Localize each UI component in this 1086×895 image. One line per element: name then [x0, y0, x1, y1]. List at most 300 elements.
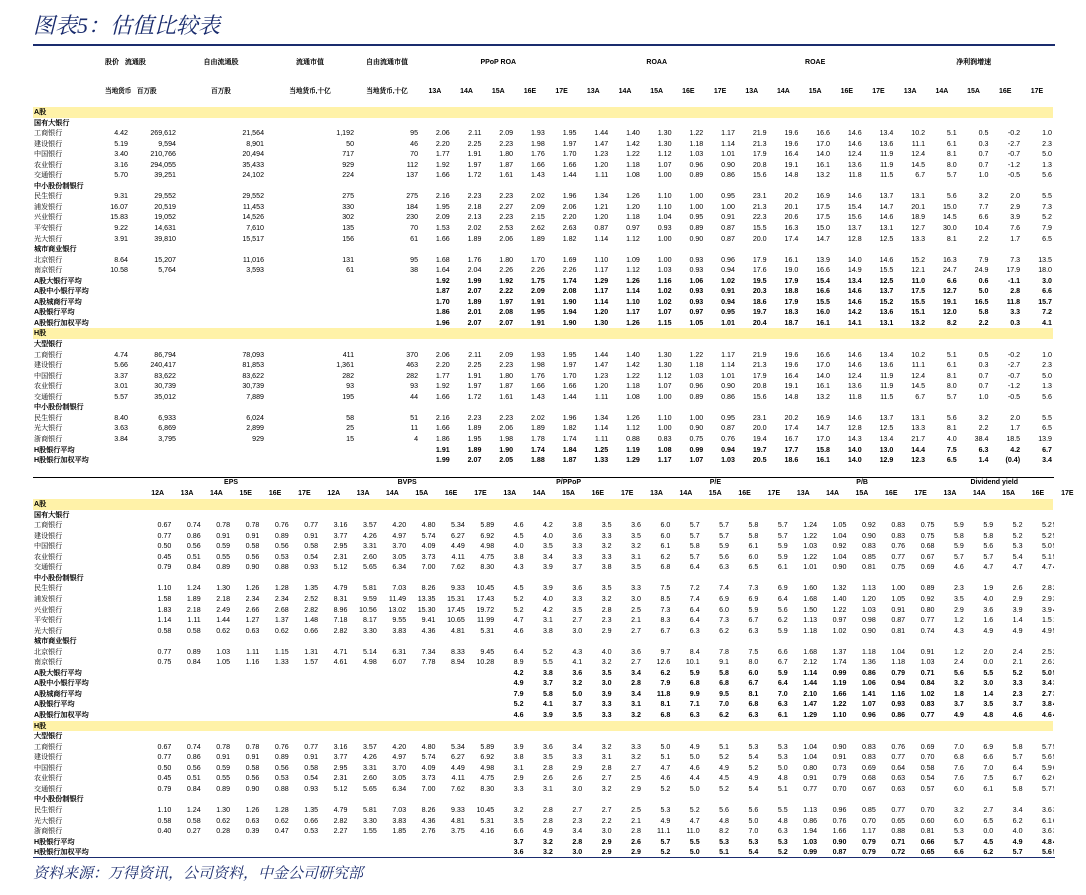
bank-name: A股中小银行平均 — [34, 679, 89, 688]
table-cell: 5.3 — [719, 837, 730, 846]
table-cell: 0.39 — [245, 827, 260, 836]
table-cell: 5.34 — [451, 521, 465, 530]
table-cell: 2.2 — [601, 816, 612, 825]
table-cell: 0.56 — [274, 542, 289, 551]
table-cell: 1.92 — [435, 276, 450, 285]
table-cell: 0.77 — [157, 531, 172, 540]
table-cell: 20.8 — [752, 160, 767, 169]
table-cell: 1.42 — [626, 139, 640, 148]
table-cell: 4.9 — [660, 816, 671, 825]
table-cell: 2.07 — [499, 318, 514, 327]
table-row — [33, 816, 1053, 827]
table-cell: 6.92 — [480, 531, 495, 540]
table-cell: 4.8 — [777, 774, 788, 783]
table-cell: 6.4 — [1012, 763, 1023, 772]
table-cell — [105, 307, 129, 318]
table-cell: 0.76 — [891, 542, 906, 551]
table-cell: 1.22 — [803, 531, 818, 540]
table-cell: 13.4 — [879, 350, 894, 359]
table-cell: 1.04 — [832, 552, 847, 561]
table-cell — [265, 307, 355, 318]
table-cell: 6.2 — [660, 552, 671, 561]
table-cell: 2.27 — [333, 827, 348, 836]
table-cell: 6.4 — [689, 563, 700, 572]
table-cell: 3.5 — [601, 668, 612, 677]
table-cell: 3.8 — [1042, 700, 1052, 709]
table-cell: 8.26 — [421, 805, 436, 814]
table-cell: 2.02 — [467, 224, 482, 233]
table-cell: 1.05 — [891, 595, 906, 604]
table-cell: 14.0 — [816, 371, 830, 380]
table-cell: 15.5 — [752, 224, 767, 233]
table-cell — [129, 276, 177, 287]
table-cell: 2.18 — [186, 605, 201, 614]
table-cell: 1.80 — [499, 255, 514, 264]
table-cell: 1.60 — [803, 584, 818, 593]
table-cell: 2.20 — [435, 361, 450, 370]
table-cell: 19.6 — [784, 361, 799, 370]
table-cell: 4.9 — [1042, 626, 1052, 635]
table-cell: 1.02 — [657, 297, 672, 306]
table-cell: 7.3 — [1042, 202, 1052, 211]
table-cell: 6.9 — [748, 595, 759, 604]
table-cell: 10.65 — [447, 616, 465, 625]
table-cell: 7.4 — [719, 584, 730, 593]
table-cell: 5.7 — [689, 521, 700, 530]
table-cell: 2.34 — [274, 595, 289, 604]
table-cell — [129, 286, 177, 297]
table-cell: 1.14 — [626, 287, 640, 296]
table-cell: 1.97 — [562, 361, 577, 370]
table-cell: 2.09 — [499, 129, 514, 138]
table-cell: 1.20 — [594, 382, 609, 391]
table-cell: 0.93 — [891, 700, 906, 709]
table-cell: 14.8 — [784, 392, 799, 401]
table-cell: 13.7 — [879, 287, 894, 296]
table-cell: 5.8 — [1012, 742, 1023, 751]
header-eps: EPS — [143, 478, 319, 489]
table-cell: 3.05 — [392, 774, 407, 783]
section-header-row — [33, 181, 1053, 192]
table-cell: 0.78 — [216, 742, 231, 751]
table-cell: 0.67 — [157, 521, 172, 530]
table-cell: 0.65 — [920, 848, 935, 857]
table-cell: 11.5 — [880, 392, 894, 401]
table-cell: 6.3 — [748, 626, 759, 635]
table-cell: 6.92 — [480, 753, 495, 762]
table-cell: 4.74 — [114, 350, 128, 359]
table-cell: 0.89 — [920, 584, 935, 593]
table-cell: 5.8 — [689, 542, 700, 551]
table-cell: 5.4 — [1012, 552, 1023, 561]
table-cell — [202, 689, 231, 700]
table-cell: 6.2 — [1042, 774, 1052, 783]
table-cell: 2.7 — [983, 805, 994, 814]
table-cell: 0.71 — [920, 668, 935, 677]
table-cell: 1.07 — [689, 456, 704, 465]
section-header-row — [33, 339, 1053, 350]
table-cell — [265, 276, 355, 287]
table-cell — [355, 276, 419, 287]
table-cell: 2.09 — [530, 202, 545, 211]
table-cell — [129, 297, 177, 308]
year-header: 16E — [738, 489, 751, 497]
table-cell: 6.3 — [777, 827, 788, 836]
table-cell: 4.1 — [543, 700, 553, 709]
table-cell: 1.13 — [861, 584, 876, 593]
table-cell: 2.4 — [1012, 647, 1023, 656]
table-cell — [290, 710, 319, 721]
table-cell: 3.9 — [543, 584, 553, 593]
table-cell — [290, 678, 319, 689]
table-cell: 8.30 — [480, 563, 495, 572]
table-cell: 30,739 — [242, 382, 265, 391]
table-cell: 2.07 — [467, 287, 482, 296]
table-cell: 6.31 — [392, 647, 407, 656]
table-cell: 0.50 — [157, 542, 172, 551]
year-header-row — [419, 87, 1053, 97]
table-cell: 12.4 — [911, 150, 926, 159]
table-cell: 5.89 — [480, 521, 495, 530]
section-label: 国有大银行 — [34, 118, 70, 127]
table-cell: 1.94 — [562, 308, 577, 317]
table-cell: 7.5 — [748, 647, 759, 656]
table-cell: 7.9 — [513, 689, 524, 698]
table-cell — [466, 678, 495, 689]
table-cell: 1.02 — [657, 287, 672, 296]
table-cell: 3.77 — [333, 531, 348, 540]
table-cell: 0.95 — [721, 308, 735, 317]
table-cell: 0.77 — [891, 552, 906, 561]
table-cell: 1.86 — [435, 434, 450, 443]
table-cell: 5.57 — [114, 392, 128, 401]
table-cell: 3.9 — [543, 563, 553, 572]
table-cell: 0.83 — [861, 742, 876, 751]
table-cell: 3.0 — [572, 626, 583, 635]
table-cell: 4.3 — [513, 563, 524, 572]
table-cell: 1.24 — [803, 521, 818, 530]
table-cell: 3.1 — [631, 700, 641, 709]
table-cell — [129, 307, 177, 318]
table-cell: 24.9 — [974, 266, 989, 275]
table-cell: 0.62 — [216, 626, 231, 635]
table-cell: 6.3 — [689, 626, 700, 635]
table-cell: 1.89 — [467, 297, 482, 306]
table-cell: 5.2 — [1042, 521, 1052, 530]
table-cell: 1.22 — [832, 700, 847, 709]
table-cell: 1.03 — [721, 456, 735, 465]
table-cell: 275 — [342, 192, 355, 201]
table-cell: 1.44 — [594, 129, 609, 138]
table-cell: 5.0 — [978, 287, 989, 296]
table-cell: 4.6 — [660, 774, 671, 783]
table-cell — [172, 710, 201, 721]
table-cell: 1.30 — [216, 805, 231, 814]
table-cell: 2.01 — [467, 308, 482, 317]
table-cell: 5.8 — [953, 531, 964, 540]
table-cell — [202, 837, 231, 848]
table-cell: 14.6 — [847, 192, 862, 201]
table-cell: 11.1 — [657, 827, 671, 836]
table-cell: 0.89 — [689, 171, 704, 180]
table-cell: 1.76 — [530, 371, 545, 380]
table-cell: 14.7 — [816, 424, 830, 433]
bank-name: 浙商银行 — [34, 434, 63, 443]
table-cell: 1.26 — [245, 805, 260, 814]
table-cell: 5.6 — [946, 192, 957, 201]
table-cell: 3.6 — [572, 531, 583, 540]
table-cell: 6.3 — [777, 700, 788, 709]
table-cell: 1.05 — [216, 658, 231, 667]
table-cell: 717 — [342, 150, 355, 159]
bank-name: 交通银行 — [34, 563, 63, 572]
table-cell: 5.6 — [983, 542, 994, 551]
table-cell: 4.2 — [543, 605, 553, 614]
table-cell: 18.0 — [1038, 266, 1052, 275]
table-cell: 1.10 — [594, 255, 609, 264]
table-cell: 0.62 — [274, 626, 289, 635]
table-cell: 3.3 — [572, 552, 583, 561]
table-cell: 156 — [342, 234, 355, 243]
table-cell: -0.7 — [1007, 150, 1021, 159]
table-cell: 6.3 — [748, 711, 759, 720]
table-cell: 6.2 — [1012, 816, 1023, 825]
table-cell: 18.5 — [1006, 434, 1021, 443]
table-cell: -1.2 — [1007, 382, 1021, 391]
table-cell: 1.87 — [499, 160, 514, 169]
table-cell: 0.53 — [274, 774, 289, 783]
table-cell: 3.7 — [543, 679, 553, 688]
table-cell — [202, 678, 231, 689]
table-cell: 0.90 — [832, 563, 847, 572]
table-cell: 0.83 — [861, 542, 876, 551]
table-cell: 18.6 — [752, 297, 767, 306]
table-cell: 21.9 — [752, 129, 767, 138]
table-cell: 1.48 — [304, 616, 319, 625]
table-cell: 1.17 — [657, 456, 672, 465]
table-cell: 0.75 — [689, 434, 704, 443]
table-cell: 4.09 — [421, 542, 436, 551]
unit-free-float-cap: 当地货币,十亿 — [366, 87, 408, 95]
table-cell: 44 — [410, 392, 419, 401]
table-cell: 2.8 — [543, 763, 553, 772]
table-cell: 2.7 — [631, 658, 641, 667]
table-cell: 2.9 — [631, 784, 641, 793]
table-cell — [407, 689, 436, 700]
table-cell: 1.22 — [803, 552, 818, 561]
table-cell — [436, 668, 465, 679]
table-cell: 3.5 — [983, 700, 994, 709]
table-cell: 5.0 — [1042, 371, 1052, 380]
table-row — [33, 541, 1053, 552]
year-header: 13A — [796, 489, 810, 497]
table-cell: 19,052 — [154, 213, 176, 222]
table-cell: 20.2 — [784, 413, 799, 422]
table-cell: 0.91 — [832, 753, 847, 762]
table-cell: 6.8 — [660, 711, 671, 720]
bank-name: H股银行平均 — [34, 837, 75, 846]
table-cell: 10.56 — [359, 605, 377, 614]
table-cell: 0.95 — [689, 213, 704, 222]
table-cell: 17.9 — [752, 371, 767, 380]
table-cell: 0.70 — [861, 816, 876, 825]
table-cell: 7,610 — [246, 224, 265, 233]
table-row — [33, 626, 1053, 637]
table-cell: 1.20 — [594, 308, 609, 317]
bank-name: 建设银行 — [34, 531, 63, 540]
table-row — [33, 434, 1053, 445]
table-cell: 4.75 — [480, 774, 495, 783]
table-cell: 8.1 — [660, 700, 671, 709]
table-cell: 16.5 — [974, 297, 989, 306]
table-row — [33, 307, 1053, 318]
section-label: 城市商业银行 — [34, 245, 77, 254]
table-cell: 3.8 — [513, 552, 524, 561]
table-cell: 16.9 — [816, 413, 830, 422]
table-cell: 240,417 — [150, 361, 176, 370]
table-cell: 2.7 — [601, 774, 612, 783]
table-cell: 1.27 — [245, 616, 260, 625]
table-cell: 1.91 — [467, 371, 482, 380]
table-cell: 3.91 — [114, 234, 128, 243]
table-cell: 11.49 — [388, 595, 407, 604]
table-cell: 1.03 — [657, 266, 672, 275]
table-cell: 2.7 — [631, 763, 641, 772]
table-cell: 2.07 — [467, 456, 482, 465]
table-cell: 19.1 — [942, 297, 957, 306]
table-cell: 1.76 — [467, 255, 482, 264]
table-cell: 0.92 — [861, 521, 876, 530]
table-cell: 0.69 — [861, 763, 876, 772]
table-cell: 2.18 — [467, 202, 482, 211]
table-cell: 1.23 — [594, 150, 609, 159]
table-cell: 0.40 — [157, 827, 172, 836]
table-cell: 16.1 — [816, 456, 830, 465]
table-cell: 4.26 — [362, 753, 377, 762]
section-label: 国有大银行 — [34, 510, 70, 519]
table-cell: 2.9 — [601, 626, 612, 635]
table-cell: 6.4 — [689, 616, 700, 625]
table-cell: 1.72 — [467, 392, 482, 401]
table-cell: 18.9 — [911, 213, 926, 222]
table-cell: 1.43 — [530, 171, 545, 180]
table-cell: 17.9 — [752, 150, 767, 159]
table-cell: 2.6 — [543, 774, 553, 783]
table-cell: 2.1 — [631, 816, 641, 825]
table-cell: 12.1 — [911, 266, 926, 275]
bank-name: 中国银行 — [34, 150, 63, 159]
table-cell: 2.82 — [333, 626, 348, 635]
table-cell — [407, 710, 436, 721]
table-cell: 4.9 — [748, 774, 759, 783]
table-cell: 3,795 — [158, 434, 176, 443]
table-cell: 2.9 — [953, 605, 964, 614]
table-cell: 15.6 — [752, 392, 767, 401]
table-cell — [290, 699, 319, 710]
table-cell: 16.3 — [942, 255, 957, 264]
table-row — [33, 149, 1053, 160]
table-cell: 21.3 — [752, 139, 767, 148]
table-cell: 0.63 — [891, 784, 906, 793]
table-cell: 0.84 — [186, 658, 201, 667]
table-cell: 6.7 — [777, 658, 788, 667]
market-header-row — [33, 721, 1053, 732]
table-cell: 8.1 — [946, 234, 957, 243]
market-header-row — [33, 499, 1053, 510]
table-cell: 1.31 — [304, 647, 319, 656]
table-cell: 13.6 — [847, 382, 862, 391]
table-cell: 0.87 — [721, 424, 735, 433]
table-cell: 2.10 — [803, 689, 818, 698]
table-cell: 6,024 — [246, 413, 265, 422]
table-cell: 21.3 — [752, 202, 767, 211]
table-cell: 46 — [410, 139, 419, 148]
table-cell: 5.4 — [748, 753, 759, 762]
table-cell: 20.0 — [752, 424, 767, 433]
table-cell: 0.62 — [216, 816, 231, 825]
table-cell: 0.80 — [920, 605, 935, 614]
table-cell: 1.8 — [953, 689, 964, 698]
header-roaa: ROAA — [646, 58, 668, 66]
table-cell: 1.94 — [803, 827, 818, 836]
table-cell: 0.75 — [920, 531, 935, 540]
table-cell: 6.6 — [946, 276, 957, 285]
table-cell: 8.30 — [480, 784, 495, 793]
table-cell: 61 — [410, 234, 419, 243]
bank-name: A股银行加权平均 — [34, 711, 89, 720]
valuation-table — [33, 477, 1074, 858]
table-cell: 2.23 — [467, 192, 482, 201]
table-row — [33, 699, 1053, 710]
table-cell: 2.3 — [601, 616, 612, 625]
table-cell: 1.96 — [435, 318, 450, 327]
table-cell: 0.60 — [920, 816, 935, 825]
table-cell: 21,564 — [242, 129, 265, 138]
table-cell: 1.12 — [626, 234, 640, 243]
table-cell: 4.2 — [513, 668, 524, 677]
table-cell: 6.8 — [660, 563, 671, 572]
table-cell: 0.98 — [861, 616, 876, 625]
table-cell: 3.3 — [601, 711, 612, 720]
table-cell: 1.44 — [216, 616, 231, 625]
table-cell: 4 — [414, 434, 419, 443]
table-cell: 0.7 — [978, 382, 989, 391]
table-cell — [319, 699, 348, 710]
table-cell: 12.6 — [656, 658, 671, 667]
table-cell: 0.78 — [216, 521, 231, 530]
table-cell: 5.74 — [421, 753, 436, 762]
table-cell: 0.87 — [594, 224, 609, 233]
table-cell: 10.2 — [911, 350, 926, 359]
table-cell: 1.98 — [530, 361, 545, 370]
bank-name: A股城商行平均 — [34, 689, 82, 698]
table-cell: 6.7 — [915, 171, 926, 180]
table-cell: 2.23 — [499, 413, 514, 422]
table-cell: 15.4 — [847, 202, 862, 211]
table-cell — [172, 668, 201, 679]
table-cell: 0.69 — [920, 563, 935, 572]
table-cell: 6.2 — [777, 616, 788, 625]
bank-name: 光大银行 — [34, 424, 63, 433]
table-cell: 15.5 — [879, 266, 894, 275]
table-cell: 5.5 — [1042, 192, 1052, 201]
table-cell: 7.78 — [421, 658, 436, 667]
table-cell: 0.79 — [861, 837, 876, 846]
table-cell: 5.7 — [953, 837, 964, 846]
table-cell: 10.58 — [110, 266, 128, 275]
table-cell: 0.91 — [245, 753, 260, 762]
year-header: 16E — [999, 88, 1012, 95]
